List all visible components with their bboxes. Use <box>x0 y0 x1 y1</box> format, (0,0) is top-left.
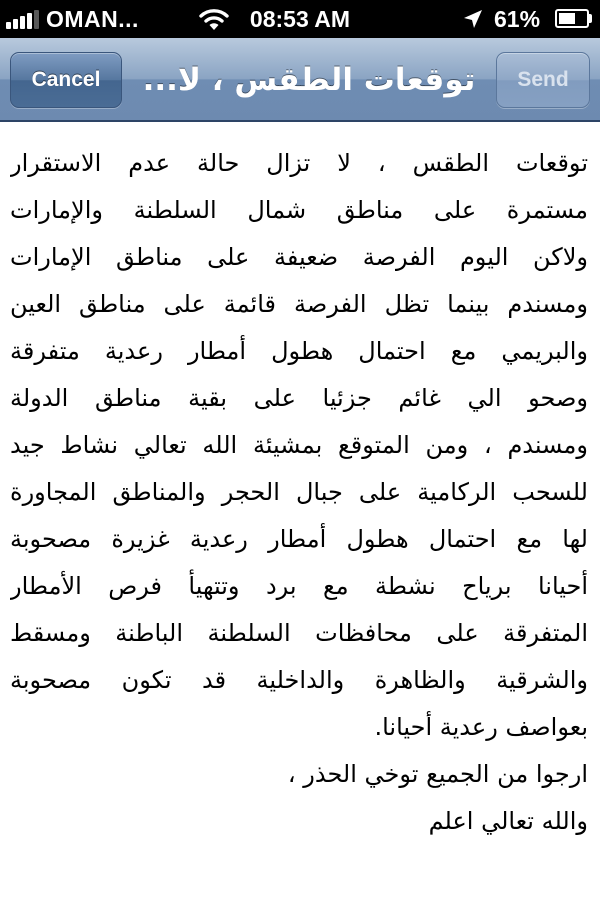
message-line: مستمرة على مناطق شمال السلطنة والإمارات <box>10 196 588 224</box>
location-arrow-icon <box>462 8 484 30</box>
cancel-button[interactable]: Cancel <box>10 52 122 108</box>
battery-level-fill <box>559 13 575 24</box>
message-line: والله تعالي اعلم <box>428 807 588 835</box>
message-line: والبريمي مع احتمال هطول أمطار رعدية متفرقة <box>10 337 588 365</box>
carrier-name: OMAN... <box>46 6 139 32</box>
battery-percent: 61% <box>494 6 541 32</box>
send-button[interactable]: Send <box>496 52 590 108</box>
message-line: بعواصف رعدية أحيانا. <box>374 713 588 741</box>
message-line: توقعات الطقس ، لا تزال حالة عدم الاستقرار <box>10 149 588 177</box>
battery-icon <box>555 9 589 28</box>
message-line: والشرقية والظاهرة والداخلية قد تكون مصحوبة <box>10 666 588 694</box>
battery-tip <box>589 14 592 23</box>
message-line: ولاكن اليوم الفرصة ضعيفة على مناطق الإمارات <box>10 243 588 271</box>
clock: 08:53 AM <box>249 6 351 32</box>
message-line: للسحب الركامية على جبال الحجر والمناطق المجاورة <box>10 478 588 506</box>
message-line: ارجوا من الجميع توخي الحذر ، <box>287 760 588 788</box>
message-line: وصحو الي غائم جزئيا على بقية مناطق الدولة <box>10 384 588 412</box>
message-body-editor[interactable] <box>10 140 588 845</box>
message-line: المتفرقة على محافظات السلطنة الباطنة ومسقط <box>10 619 588 647</box>
message-line: لها مع احتمال هطول أمطار رعدية غزيرة مصحوبة <box>10 525 588 553</box>
message-line: ومسندم بينما تظل الفرصة قائمة على مناطق العين <box>10 290 588 318</box>
navigation-bar <box>0 38 600 122</box>
message-subject-title: توقعات الطقس ، لا... <box>142 62 476 98</box>
status-bar <box>0 0 600 38</box>
message-line: ومسندم ، ومن المتوقع بمشيئة الله تعالي نشاط جيد <box>10 431 588 459</box>
message-line: أحيانا برياح نشطة مع برد وتتهيأ فرص الأمطار <box>10 572 588 600</box>
